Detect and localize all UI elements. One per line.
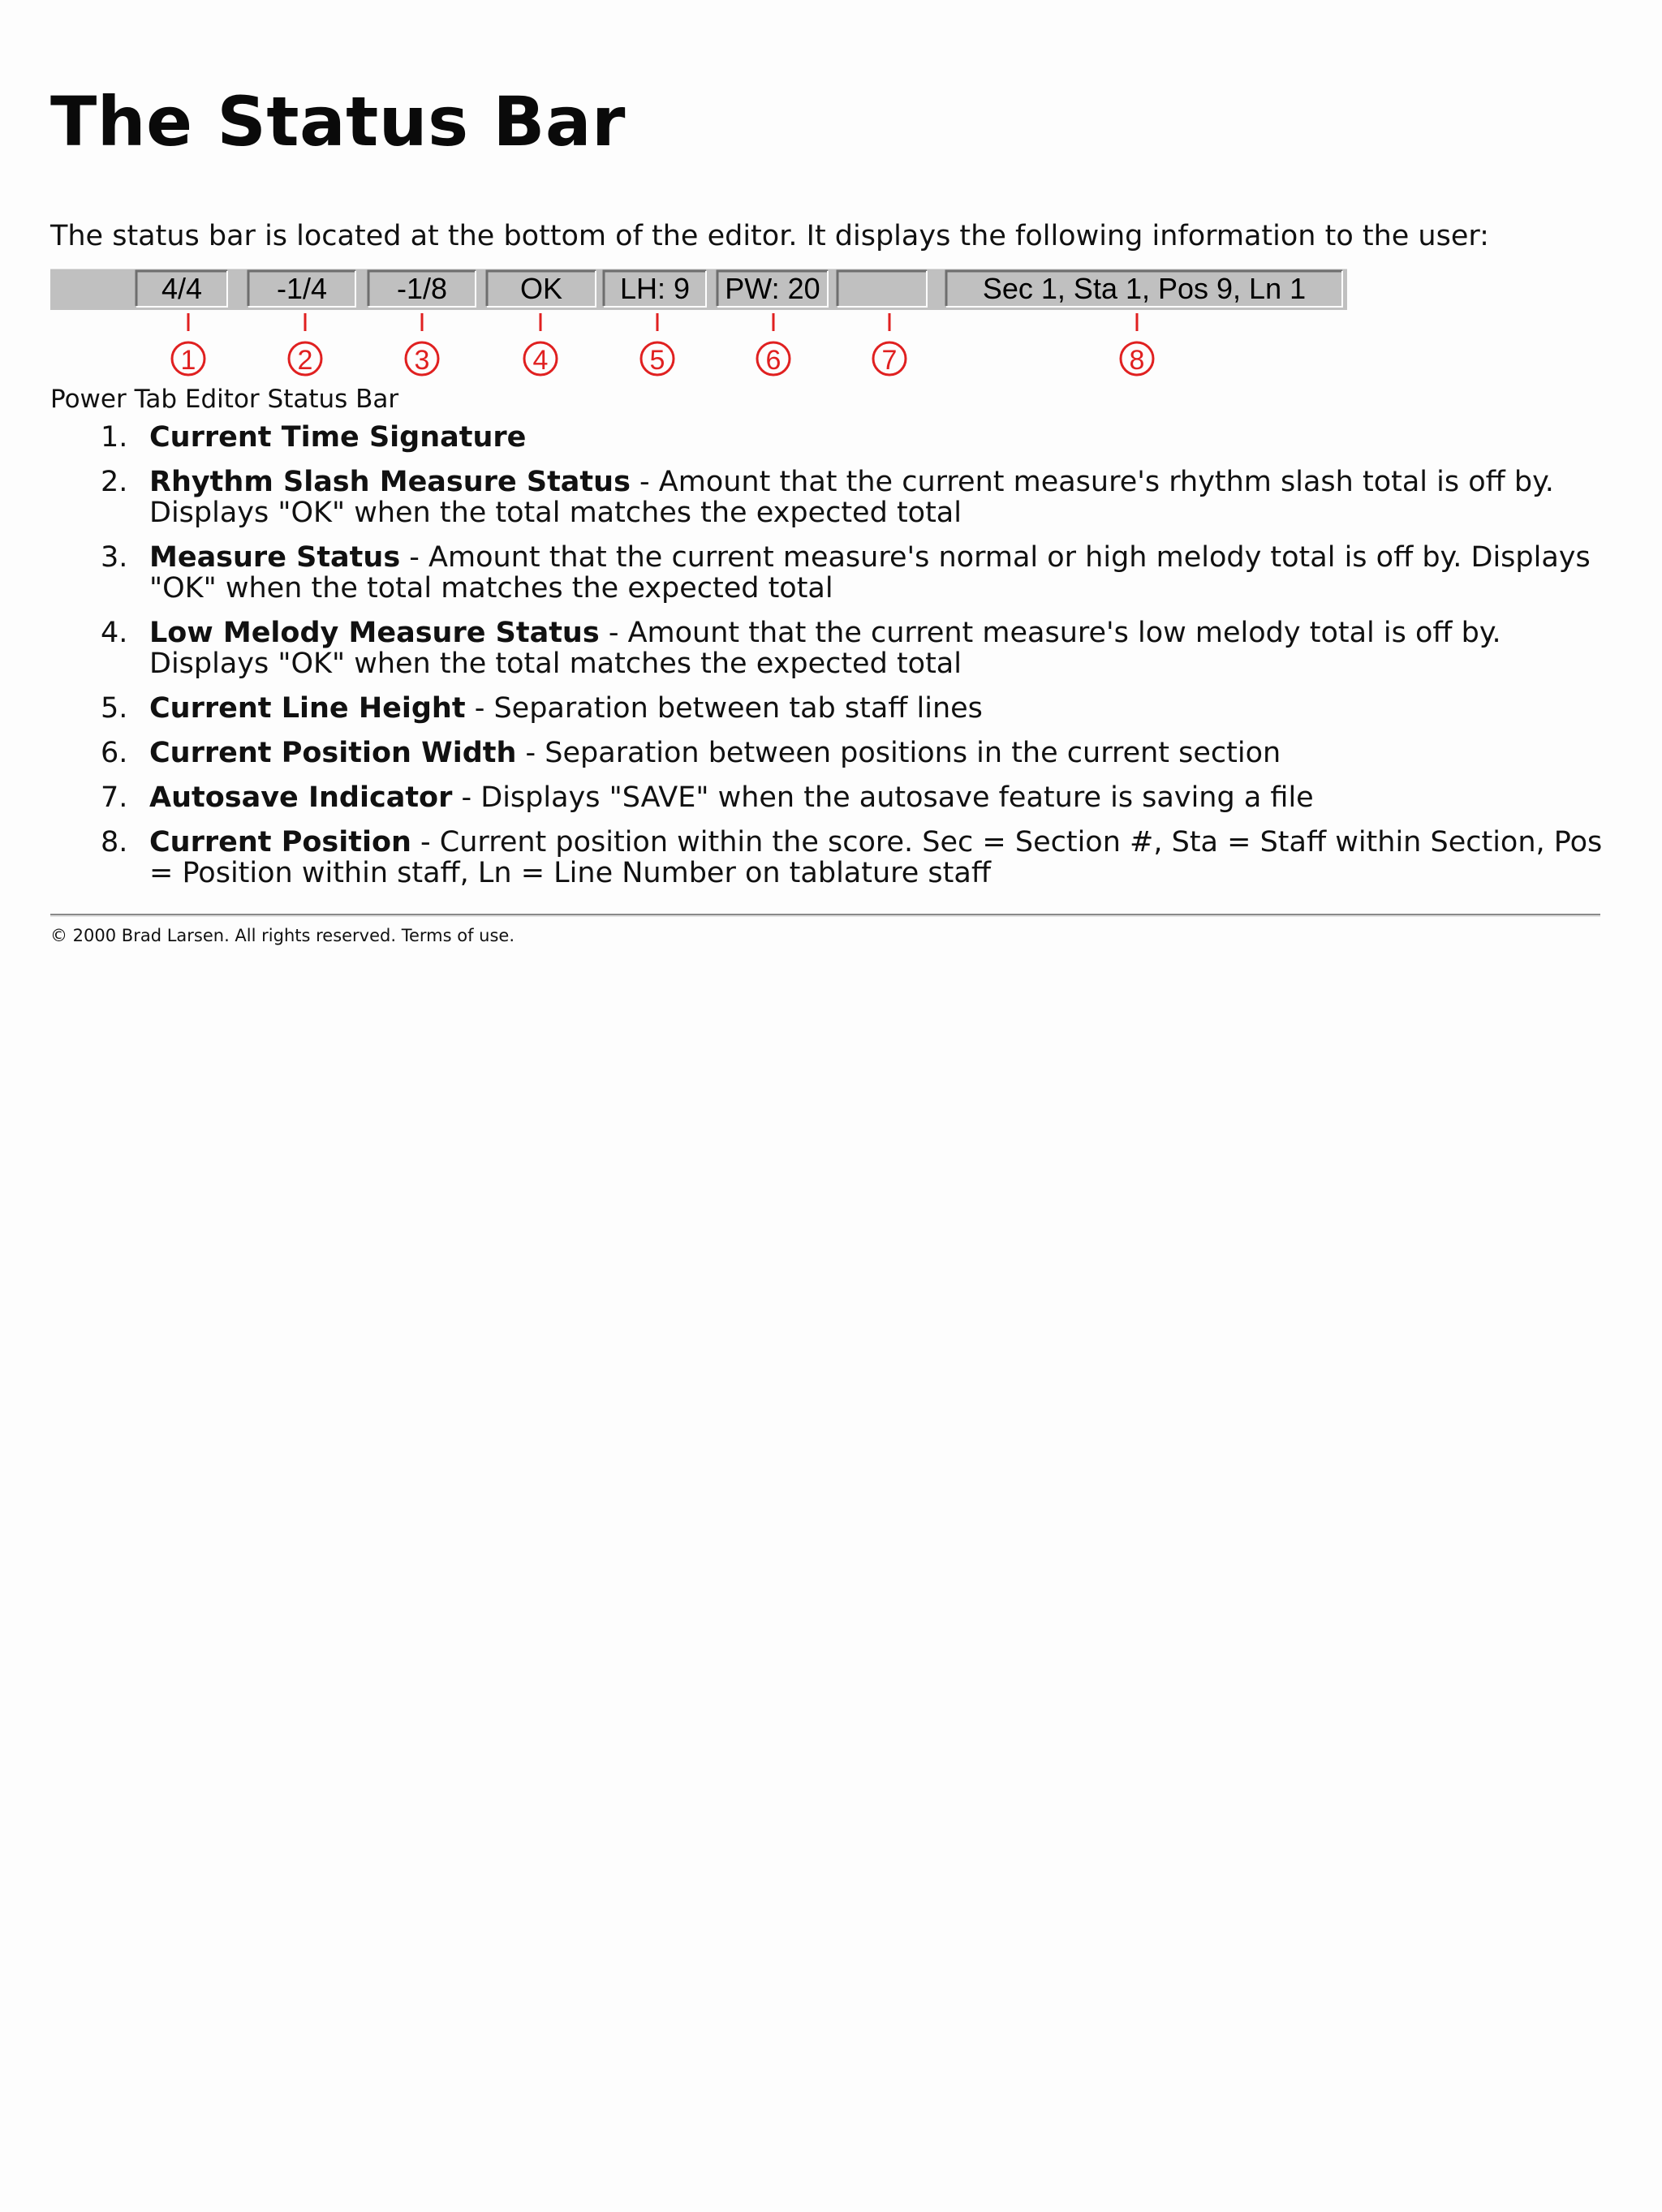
figure-caption: Power Tab Editor Status Bar	[50, 385, 399, 414]
item-number: 8.	[101, 826, 128, 859]
item-number: 2.	[101, 466, 128, 498]
status-pane-text: PW: 20	[725, 272, 820, 305]
item-term: Low Melody Measure Status	[149, 617, 600, 649]
item-description: - Amount that the current measure's normal or high melody total is off by. Displays "OK" when the total matches the expected total	[149, 541, 1591, 605]
callout-number: 6	[765, 345, 781, 376]
status-item-list	[50, 422, 1617, 902]
item-number: 1.	[101, 421, 128, 454]
page-title: The Status Bar	[50, 82, 626, 161]
list-item	[50, 467, 1617, 528]
status-pane	[837, 271, 927, 307]
intro-paragraph: The status bar is located at the bottom of the editor. It displays the following information to the user:	[50, 220, 1489, 252]
item-description: - Amount that the current measure's low melody total is off by. Displays "OK" when the total matches the expected total	[149, 617, 1501, 680]
item-number: 7.	[101, 781, 128, 814]
item-description: - Displays "SAVE" when the autosave feature is saving a file	[452, 781, 1314, 814]
list-item	[50, 618, 1617, 679]
status-pane-text: Sec 1, Sta 1, Pos 9, Ln 1	[982, 272, 1307, 305]
status-bar-figure	[50, 268, 1349, 381]
item-number: 5.	[101, 692, 128, 725]
footer	[50, 925, 515, 946]
item-term: Measure Status	[149, 541, 401, 574]
callout-number: 3	[414, 345, 430, 376]
footer-divider	[50, 914, 1600, 917]
terms-of-use-link[interactable]: Terms of use.	[401, 926, 515, 945]
status-pane-text: -1/8	[396, 272, 448, 305]
status-pane-text: -1/4	[276, 272, 328, 305]
item-term: Current Position Width	[149, 737, 517, 769]
status-pane-text: LH: 9	[619, 272, 691, 305]
status-bar-image	[50, 268, 1349, 381]
item-term: Current Time Signature	[149, 421, 527, 454]
item-term: Current Position	[149, 826, 411, 859]
list-item	[50, 738, 1617, 768]
status-pane-text: OK	[519, 272, 563, 305]
list-item	[50, 782, 1617, 813]
callout-number: 5	[649, 345, 665, 376]
item-term: Rhythm Slash Measure Status	[149, 466, 631, 498]
item-description: - Separation between tab staff lines	[465, 692, 983, 725]
callout-number: 1	[180, 345, 196, 376]
list-item	[50, 827, 1617, 889]
callout-number: 2	[297, 345, 313, 376]
item-description: - Current position within the score. Sec = Section #, Sta = Staff within Section, Pos = Position within staff, Ln = Line Number on tablature staff	[149, 826, 1603, 889]
status-pane-text: 4/4	[161, 272, 203, 305]
copyright-text: © 2000 Brad Larsen. All rights reserved.	[50, 926, 397, 945]
item-term: Autosave Indicator	[149, 781, 453, 814]
item-number: 3.	[101, 541, 128, 574]
item-term: Current Line Height	[149, 692, 466, 725]
item-description: - Amount that the current measure's rhythm slash total is off by. Displays "OK" when the total matches the expected total	[149, 466, 1554, 529]
item-number: 4.	[101, 617, 128, 649]
list-item	[50, 542, 1617, 604]
item-description: - Separation between positions in the current section	[516, 737, 1281, 769]
callout-number: 8	[1129, 345, 1145, 376]
list-item	[50, 693, 1617, 724]
list-item	[50, 422, 1617, 453]
callout-number: 4	[532, 345, 549, 376]
item-number: 6.	[101, 737, 128, 769]
callout-number: 7	[881, 345, 898, 376]
